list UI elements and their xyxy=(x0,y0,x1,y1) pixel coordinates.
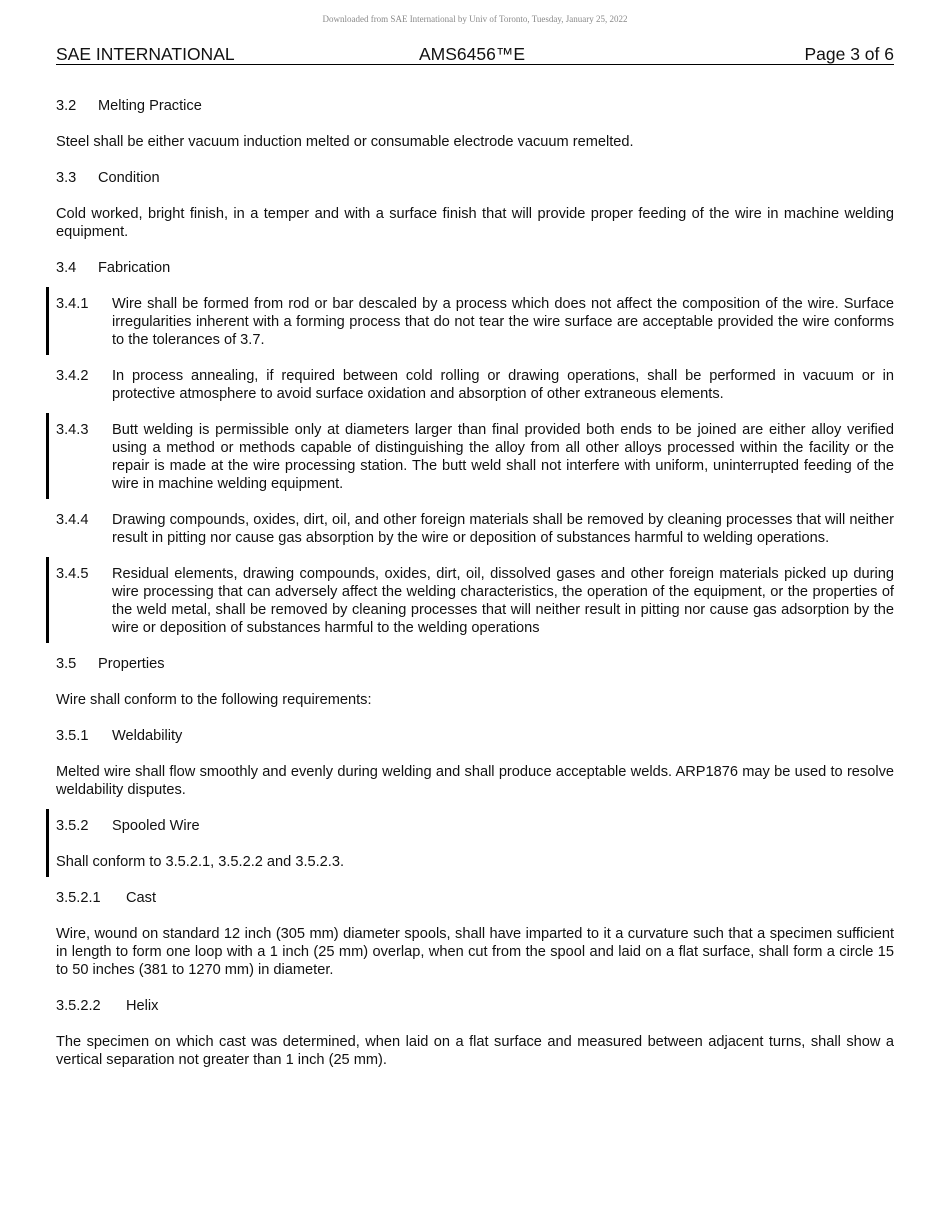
section-paragraph-3-5-2-1: Wire, wound on standard 12 inch (305 mm) diameter spools, shall have imparted to it a curvature such that a specimen sufficient in length to form one loop with a 1 inch (25 mm) overlap, when cut from the spool and laid on a flat surface, shall form a circle 15 to 50 inches (381 to 1270 mm) in diameter. xyxy=(56,926,894,978)
section-heading-3-5-1 xyxy=(56,727,894,745)
section-paragraph-3-5-1: Melted wire shall flow smoothly and evenly during welding and shall produce acceptable welds. ARP1876 may be used to resolve weldability disputes. xyxy=(56,764,894,798)
section-number: 3.5.2.1 xyxy=(56,890,101,906)
clause-3-4-1 xyxy=(56,295,894,349)
revision-bar xyxy=(46,809,49,877)
clause-3-4-3 xyxy=(56,421,894,493)
section-number: 3.5 xyxy=(56,656,77,672)
download-watermark: Downloaded from SAE International by Univ of Toronto, Tuesday, January 25, 2022 xyxy=(322,14,628,24)
section-heading-3-5-2-2 xyxy=(56,997,894,1015)
section-heading-3-4 xyxy=(56,259,894,277)
section-number: 3.2 xyxy=(56,98,77,114)
clause-number: 3.4.1 xyxy=(56,296,89,312)
section-title: Properties xyxy=(98,656,165,672)
section-title: Melting Practice xyxy=(98,98,202,114)
section-heading-3-5-2 xyxy=(56,817,894,835)
clause-text: Residual elements, drawing compounds, oxides, dirt, oil, dissolved gases and other foreign materials picked up during wire processing that can adversely affect the welding characteristics, the operation of the equipment, or the properties of the weld metal, shall be removed by cleaning processes that will neither result in pitting nor cause gas adsorption by the wire or deposition of substances harmful to the welding operations xyxy=(112,566,894,636)
header-document-number: AMS6456™E xyxy=(419,44,526,64)
clause-number: 3.4.4 xyxy=(56,512,89,528)
clause-3-4-4 xyxy=(56,511,894,547)
section-title: Spooled Wire xyxy=(112,818,200,834)
section-number: 3.5.1 xyxy=(56,728,89,744)
section-paragraph-3-5: Wire shall conform to the following requirements: xyxy=(56,692,372,708)
section-number: 3.4 xyxy=(56,260,77,276)
section-paragraph-3-5-2-2: The specimen on which cast was determined, when laid on a flat surface and measured between adjacent turns, shall show a vertical separation not greater than 1 inch (25 mm). xyxy=(56,1034,894,1068)
section-number: 3.5.2.2 xyxy=(56,998,101,1014)
revision-bar xyxy=(46,287,49,355)
section-paragraph-3-3: Cold worked, bright finish, in a temper and with a surface finish that will provide proper feeding of the wire in machine welding equipment. xyxy=(56,206,894,240)
section-paragraph-3-5-2: Shall conform to 3.5.2.1, 3.5.2.2 and 3.5.2.3. xyxy=(56,854,345,870)
section-title: Fabrication xyxy=(98,260,171,276)
clause-3-4-5 xyxy=(56,565,894,637)
document-body xyxy=(56,97,894,1087)
header-organization: SAE INTERNATIONAL xyxy=(56,44,235,64)
clause-3-4-2 xyxy=(56,367,894,403)
section-number: 3.5.2 xyxy=(56,818,89,834)
section-title: Helix xyxy=(126,998,159,1014)
section-heading-3-5-2-1 xyxy=(56,889,894,907)
clause-number: 3.4.3 xyxy=(56,422,89,438)
section-heading-3-2 xyxy=(56,97,894,115)
revision-bar xyxy=(46,413,49,499)
section-number: 3.3 xyxy=(56,170,77,186)
section-title: Cast xyxy=(126,890,157,906)
revision-bar xyxy=(46,557,49,643)
page-header xyxy=(56,44,894,65)
section-3-5-2 xyxy=(56,817,894,871)
section-heading-3-3 xyxy=(56,169,894,187)
section-heading-3-5 xyxy=(56,655,894,673)
clause-number: 3.4.2 xyxy=(56,368,89,384)
clause-text: Wire shall be formed from rod or bar descaled by a process which does not affect the composition of the wire. Surface irregularities inherent with a forming process that do not tear the wire surface are acceptable provided the wire conforms to the tolerances of 3.7. xyxy=(112,296,894,348)
section-title: Condition xyxy=(98,170,160,186)
section-paragraph-3-2: Steel shall be either vacuum induction melted or consumable electrode vacuum remelted. xyxy=(56,134,634,150)
clause-text: In process annealing, if required between cold rolling or drawing operations, shall be performed in vacuum or in protective atmosphere to avoid surface oxidation and absorption of other extraneous elements. xyxy=(112,368,894,402)
clause-text: Butt welding is permissible only at diameters larger than final provided both ends to be joined are either alloy verified using a method or methods capable of distinguishing the alloy from all other alloys processed within the facility or the repair is made at the wire processing station. The butt weld shall not interfere with uniform, uninterrupted feeding of the wire in machine welding equipment. xyxy=(112,422,894,492)
clause-number: 3.4.5 xyxy=(56,566,89,582)
section-title: Weldability xyxy=(112,728,183,744)
clause-text: Drawing compounds, oxides, dirt, oil, and other foreign materials shall be removed by cleaning processes that will neither result in pitting nor cause gas absorption by the wire or deposition of substances harmful to welding operations. xyxy=(112,512,894,546)
header-page-number: Page 3 of 6 xyxy=(804,44,894,64)
